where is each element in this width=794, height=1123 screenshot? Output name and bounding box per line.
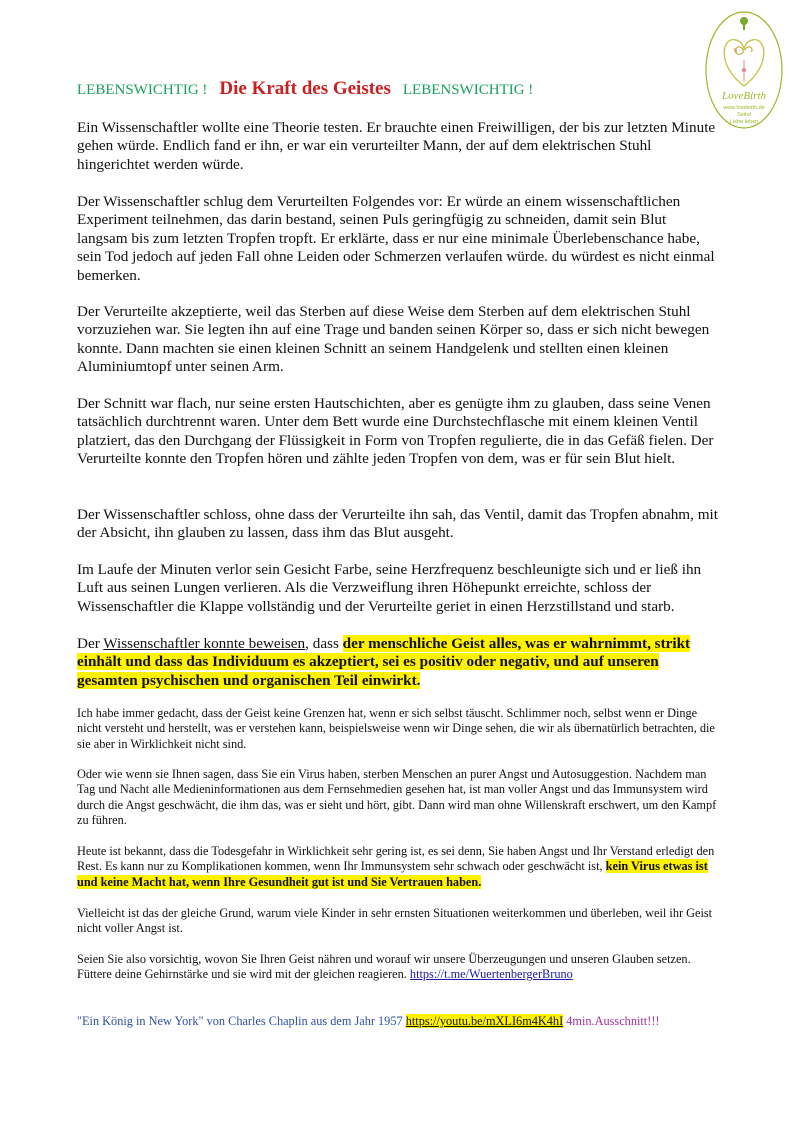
title-left: LEBENSWICHTIG ! bbox=[77, 82, 208, 98]
paragraph-3: Der Verurteilte akzeptierte, weil das Sterben auf diese Weise dem Sterben auf dem elektrischen Stuhl vorzuziehen war. Sie legten ihn auf eine Trage und banden seinen Körper so, dass er sich nicht bewegen konnte. Dann machten sie einen kleinen Schnitt an seinem Handgelenk und stellten einen kleinen Aluminiumtopf unter seinen Arm. bbox=[77, 303, 710, 376]
logo-name: LoveBirth bbox=[722, 90, 766, 102]
small-paragraph-2: Oder wie wenn sie Ihnen sagen, dass Sie ein Virus haben, sterben Menschen an purer Angst und Autosuggestion. Nachdem man Tag und Nacht alle Medieninformationen aus dem Fernsehmedien gesehen hat, ist man voller Angst und das Immunsystem wird durch die Angst geschwächt, die ihm das, was er sieht und hört, gibt. Dann wird man ohne Willenskraft erschwert, um den Kampf zu führen. bbox=[77, 767, 717, 827]
paragraph-1: Ein Wissenschaftler wollte eine Theorie testen. Er brauchte einen Freiwilligen, der bis zur letzten Minute gehen würde. Endlich fand er ihn, er war ein verurteilter Mann, der auf dem elektrischen Stuhl hingerichtet werden würde. bbox=[77, 119, 716, 173]
logo-line-2: Seitol bbox=[737, 112, 751, 118]
small-paragraph-3 bbox=[77, 844, 719, 890]
title-right: LEBENSWICHTIG ! bbox=[402, 82, 534, 98]
s3-text: Heute ist bekannt, dass die Todesgefahr in Wirklichkeit sehr gering ist, es sei denn, Sie haben Angst und Ihr Verstand erledigt den Rest. Es kann nur zu Komplikationen kommen, wenn Ihr Immunsystem sehr schwach oder geschwächt ist, bbox=[77, 844, 715, 874]
s3-highlight: kein Virus etwas ist und keine Macht hat, wenn Ihre Gesundheit gut ist und Sie Vertrauen haben. bbox=[77, 859, 708, 889]
page-title bbox=[77, 78, 717, 100]
logo-emblem bbox=[703, 8, 785, 132]
paragraph-6: Im Laufe der Minuten verlor sein Gesicht Farbe, seine Herzfrequenz beschleunigte sich und er ließ ihn Luft aus seinen Lungen verlieren. Als die Verzweiflung ihren Höhepunkt erreichte, schloss der Wissenschaftler die Klappe vollständig und der Verurteilte geriet in einen Herzstillstand und starb. bbox=[77, 561, 702, 615]
paragraph-5: Der Wissenschaftler schloss, ohne dass der Verurteilte ihn sah, das Ventil, damit das Tropfen abnahm, mit der Absicht, ihn glauben zu lassen, dass ihm das Blut ausgeht. bbox=[77, 506, 718, 542]
title-main: Die Kraft des Geistes bbox=[219, 78, 391, 99]
footer-tail: 4min.Ausschnitt!!! bbox=[563, 1014, 660, 1028]
p7-highlight: der menschliche Geist alles, was er wahrnimmt, strikt einhält und dass das Individuum es akzeptiert, sei es positiv oder negativ, und auf unseren gesamten psychischen und organischen Teil einwirkt. bbox=[77, 635, 691, 689]
p7-underlined: Wissenschaftler konnte beweisen bbox=[103, 635, 306, 652]
small-paragraph-5 bbox=[77, 952, 719, 983]
logo-line-3: Liebe leben bbox=[729, 119, 759, 125]
paragraph-2: Der Wissenschaftler schlug dem Verurteilten Folgendes vor: Er würde an einem wissenschaftlichen Experiment teilnehmen, das darin bestand, seinen Puls geringfügig zu schneiden, damit sein Blut langsam bis zum letzten Tropfen tropft. Er erklärte, dass er nur eine minimale Überlebenschance habe, sein Tod jedoch auf jeden Fall ohne Leiden oder Schmerzen verlaufen würde. du würdest es nicht einmal bemerken. bbox=[77, 193, 715, 284]
youtube-link[interactable]: https://youtu.be/mXLI6m4K4hI bbox=[405, 1014, 564, 1028]
paragraph-7 bbox=[77, 635, 719, 690]
small-paragraph-4: Vielleicht ist das der gleiche Grund, warum viele Kinder in sehr ernsten Situationen weiterkommen und überleben, weil ihr Geist nicht voller Angst ist. bbox=[77, 906, 713, 936]
s5-text: Seien Sie also vorsichtig, wovon Sie Ihren Geist nähren und worauf wir unsere Überzeugungen und unseren Glauben setzen. Füttere deine Gehirnstärke und sie wird mit der gleichen reagieren. bbox=[77, 952, 691, 982]
telegram-link[interactable]: https://t.me/WuertenbergerBruno bbox=[409, 967, 573, 982]
small-paragraph-1: Ich habe immer gedacht, dass der Geist keine Grenzen hat, wenn er sich selbst täuscht. Schlimmer noch, selbst wenn er Dinge nicht versteht und herstellt, was er verstehen kann, beispielsweise wenn wir Dinge sehen, die wir als übernatürlich betrachten, die sie aber in Wirklichkeit nicht sind. bbox=[77, 706, 715, 751]
footer-quote: "Ein König in New York" von Charles Chaplin aus dem Jahr 1957 bbox=[77, 1014, 406, 1028]
lovebirth-logo bbox=[703, 8, 785, 132]
p7-mid: , dass bbox=[305, 635, 343, 652]
paragraph-4: Der Schnitt war flach, nur seine ersten Hautschichten, aber es genügte ihm zu glauben, dass seine Venen tatsächlich durchtrennt waren. Unter dem Bett wurde eine Durchstechflasche mit einem kleinen Ventil platziert, das den Durchgang der Flüssigkeit in Form von Tropfen regulierte, die in das Gefäß fielen. Der Verurteilte konnte den Tropfen hören und zählte jeden Tropfen von dem, was er für sein Blut hielt. bbox=[77, 395, 714, 468]
footer-line bbox=[77, 1014, 719, 1029]
p7-lead: Der bbox=[77, 635, 104, 652]
logo-line-1: www.lovebirth.de bbox=[723, 105, 765, 111]
